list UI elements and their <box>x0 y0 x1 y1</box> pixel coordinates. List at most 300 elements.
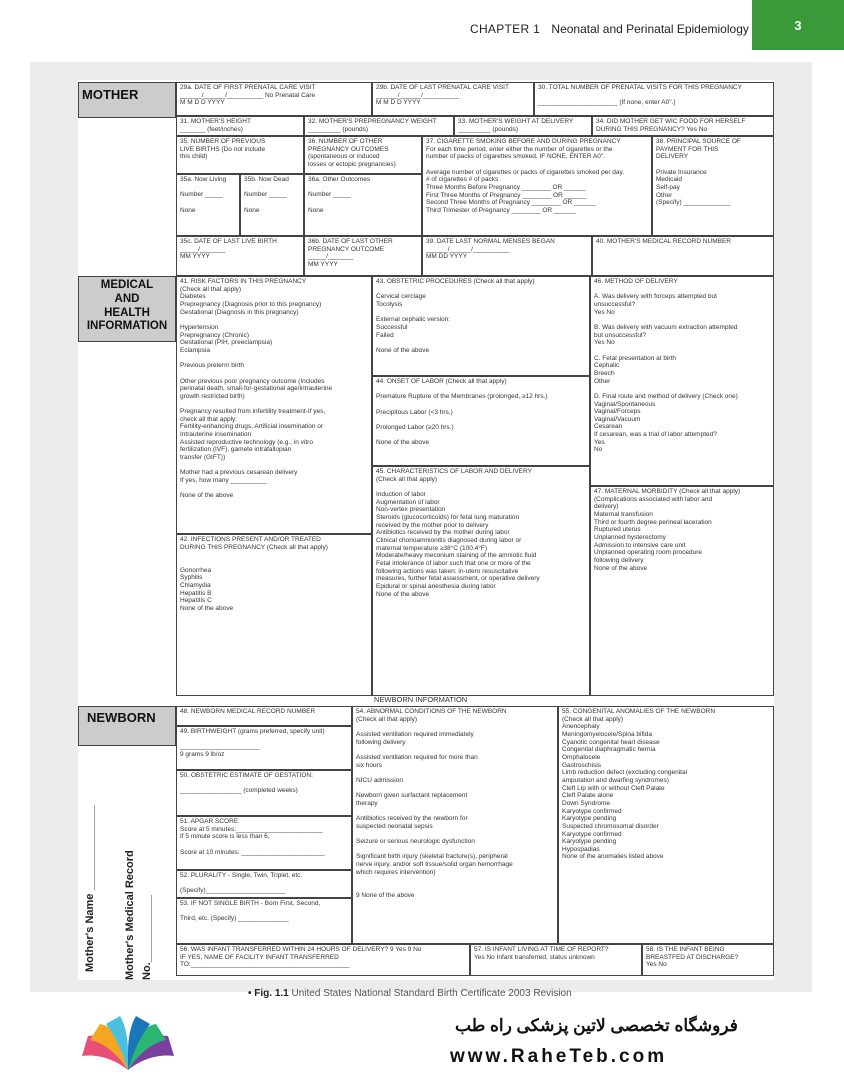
field-53-birth-order[interactable] <box>176 898 352 944</box>
cell-line: Karyotype confirmed <box>562 807 622 815</box>
cell-line <box>356 846 554 854</box>
cell-line <box>376 416 586 424</box>
cell-line: PREGNANCY OUTCOMES <box>308 145 389 153</box>
cell-line: None of the above <box>376 346 430 354</box>
cell-line: _____/_______ <box>180 245 226 253</box>
cell-line: Yes <box>594 438 605 446</box>
cell-line: ______________________ (If none, enter A0".) <box>538 99 676 107</box>
cell-line: For each time period, enter either the number of cigarettes or the <box>426 145 613 153</box>
cell-line: 52. PLURALITY - Single, Twin, Triplet, etc. <box>180 872 303 879</box>
field-29b-last-prenatal-visit[interactable] <box>372 82 534 116</box>
cell-line: Score at 5 minutes:________________________ <box>180 825 323 833</box>
field-37-cigarette-smoking[interactable] <box>422 136 652 236</box>
cell-line: Hypertension <box>180 323 219 331</box>
cell-line <box>244 184 300 192</box>
cell-line: Moderate/heavy meconium staining of the amniotic fluid <box>376 552 537 560</box>
cell-line: measures, further fetal assessment, or operative delivery <box>376 575 540 583</box>
cell-line: Other <box>656 191 673 199</box>
cell-line: unsuccessful? <box>594 300 636 308</box>
cell-line: suspected neonatal sepsis <box>356 822 433 830</box>
cell-line: delivery) <box>594 503 619 511</box>
cell-line: (Check all that apply) <box>376 475 438 483</box>
cell-line: Cervical cerclage <box>376 293 426 301</box>
cell-line <box>180 736 348 744</box>
cell-line: Third, etc. (Specify) ______________ <box>180 915 289 923</box>
field-52-plurality[interactable] <box>176 870 352 898</box>
cell-line: Number _____ <box>180 191 223 199</box>
cell-line: Other previous poor pregnancy outcome (Includes <box>180 377 325 385</box>
cell-line: ______________________ <box>180 743 260 751</box>
cell-line: Second Three Months of Pregnancy ________ OR ______ <box>426 199 596 207</box>
cell-line: Gestational (PIH, preeclampsia) <box>180 339 273 347</box>
field-31-mother-height[interactable] <box>176 116 304 136</box>
cell-line: Antibiotics received by the mother during labor <box>376 529 510 537</box>
cell-line <box>376 401 586 409</box>
cell-line <box>594 316 770 324</box>
cell-line: Self-pay <box>656 183 680 191</box>
cell-line: Cleft Palate alone <box>562 792 614 800</box>
cell-line <box>180 880 348 888</box>
cell-line: None of the above <box>180 492 234 500</box>
cell-line <box>376 339 586 347</box>
cell-line: Gonorrhea <box>180 566 212 574</box>
cell-line <box>180 908 348 916</box>
cell-line <box>538 92 770 100</box>
cell-line: Diabetes <box>180 293 206 301</box>
field-48-newborn-record-number[interactable] <box>176 706 352 726</box>
field-55-congenital-anomalies[interactable] <box>558 706 774 944</box>
cell-line: Score at 10 minutes: _______________________ <box>180 848 325 856</box>
cell-line: 56. WAS INFANT TRANSFERRED WITHIN 24 HOURS OF DELIVERY? 9 Yes 9 No <box>180 946 422 953</box>
section-medical: MEDICAL AND HEALTH INFORMATION <box>78 276 176 342</box>
cell-line: None of the anomalies listed above <box>562 853 664 861</box>
cell-line: Hepatitis B <box>180 589 212 597</box>
cell-line <box>356 831 554 839</box>
cell-line: Failed <box>376 331 394 339</box>
cell-line: Eclampsia <box>180 346 210 354</box>
cell-line: No <box>594 446 603 454</box>
cell-line: Omphalocele <box>562 753 601 761</box>
figure-caption-text: United States National Standard Birth Certificate 2003 Revision <box>288 988 572 999</box>
cell-line: Number _____ <box>308 191 351 199</box>
cell-line: DURING THIS PREGNANCY (Check all that apply) <box>180 543 328 551</box>
cell-line <box>244 199 300 207</box>
section-newborn: NEWBORN <box>78 706 176 746</box>
cell-line: Cleft Lip with or without Cleft Palate <box>562 784 665 792</box>
cell-line: following delivery <box>594 556 644 564</box>
cell-line: Medicaid <box>656 176 683 184</box>
cell-line: _______ (feet/inches) <box>180 125 243 133</box>
cell-line: Breech <box>594 369 615 377</box>
cell-line: Chlamydia <box>180 581 211 589</box>
cell-line: but unsuccessful? <box>594 331 647 339</box>
cell-line: this child) <box>180 153 208 161</box>
cell-line: Fetal intolerance of labor such that one or more of the <box>376 559 531 567</box>
cell-line: Congenital diaphragmatic hernia <box>562 746 656 754</box>
cell-line: (Check all that apply) <box>562 715 624 723</box>
cell-line: 36a. Other Outcomes <box>308 176 371 183</box>
cell-line: None of the above <box>594 564 648 572</box>
cell-line <box>180 184 236 192</box>
field-36b-last-other-outcome[interactable] <box>304 236 422 276</box>
cell-line: ______/______/__________ <box>426 245 510 253</box>
cell-line: ______/______/__________ No Prenatal Care <box>180 91 316 99</box>
birth-certificate-form <box>78 80 774 980</box>
cell-line <box>180 485 368 493</box>
cell-line: Augmentation of labor <box>376 498 440 506</box>
cell-line <box>376 386 586 394</box>
field-36a-other-outcomes[interactable] <box>304 174 422 236</box>
cell-line: 46. METHOD OF DELIVERY <box>594 278 678 285</box>
cell-line: 35c. DATE OF LAST LIVE BIRTH <box>180 238 277 245</box>
cell-line: PAYMENT FOR THIS <box>656 145 719 153</box>
cell-line: Epidural or spinal anesthesia during labor <box>376 582 496 590</box>
cell-line: PREGNANCY OUTCOME <box>308 245 385 253</box>
cell-line: 42. INFECTIONS PRESENT AND/OR TREATED <box>180 536 321 543</box>
cell-line: 36b. DATE OF LAST OTHER <box>308 238 393 245</box>
cell-line <box>180 316 368 324</box>
cell-line <box>376 309 586 317</box>
field-35-previous-live-births <box>176 136 304 174</box>
cell-line: Mother had a previous cesarean delivery <box>180 469 298 477</box>
cell-line: Meningomyelocele/Spina bifida <box>562 730 652 738</box>
cell-line: received by the mother prior to delivery <box>376 521 489 529</box>
cell-line: following actions was taken: in-utero resuscitative <box>376 567 519 575</box>
cell-line: Admission to intensive care unit <box>594 541 686 549</box>
field-56-infant-transferred[interactable] <box>176 944 470 976</box>
book-logo-icon <box>78 1012 178 1076</box>
field-50-gestation-estimate[interactable] <box>176 770 352 816</box>
field-47-maternal-morbidity[interactable] <box>590 486 774 696</box>
cell-line <box>356 723 554 731</box>
cell-line: 39. DATE LAST NORMAL MENSES BEGAN <box>426 238 555 245</box>
cell-line: 9 None of the above <box>356 891 415 899</box>
cell-line: 50. OBSTETRIC ESTIMATE OF GESTATION: <box>180 772 313 779</box>
cell-line: Clinical chorioamnionitis diagnosed during labor or <box>376 536 522 544</box>
cell-line <box>356 785 554 793</box>
cell-line: Ruptured uterus <box>594 526 641 534</box>
cell-line: 29b. DATE OF LAST PRENATAL CARE VISIT <box>376 84 509 91</box>
cell-line: M M D D YYYY <box>180 99 225 107</box>
field-46-method-of-delivery[interactable] <box>590 276 774 486</box>
cell-line: Cephalic <box>594 362 620 370</box>
cell-line: Unplanned operating room procedure <box>594 549 703 557</box>
section-newborn-info: NEWBORN INFORMATION <box>374 695 468 704</box>
cell-line: (Complications associated with labor and <box>594 495 713 503</box>
cell-line: 35b. Now Dead <box>244 176 289 183</box>
cell-line: 44. ONSET OF LABOR (Check all that apply) <box>376 378 507 385</box>
cell-line: Seizure or serious neurologic dysfunction <box>356 838 475 846</box>
cell-line: None <box>244 206 260 214</box>
mother-name-label: Mother's Name ______________ <box>84 804 96 972</box>
mother-record-label: Mother's Medical Record No.___________ <box>124 850 153 980</box>
cell-line: NICU admission <box>356 776 403 784</box>
cell-line: None <box>180 206 196 214</box>
cell-line: 29a. DATE OF FIRST PRENATAL CARE VISIT <box>180 84 316 91</box>
cell-line: Three Months Before Pregnancy ________ OR ______ <box>426 183 586 191</box>
cell-line: Premature Rupture of the Membranes (prolonged, ≥12 hrs.) <box>376 393 548 401</box>
cell-line: Vaginal/Spontaneous <box>594 400 656 408</box>
cell-line: Gestational (Diagnosis in this pregnancy) <box>180 308 299 316</box>
cell-line: 55. CONGENITAL ANOMALIES OF THE NEWBORN <box>562 708 716 715</box>
cell-line: Maternal transfusion <box>594 510 653 518</box>
cell-line: 49. BIRTHWEIGHT (grams preferred, specify unit) <box>180 728 325 735</box>
cell-line: Down Syndrome <box>562 799 611 807</box>
cell-line: 32. MOTHER'S PREPREGNANCY WEIGHT <box>308 118 437 125</box>
cell-line: IF YES, NAME OF FACILITY INFANT TRANSFERRED <box>180 953 339 961</box>
field-57-infant-living[interactable] <box>470 944 642 976</box>
cell-line: 43. OBSTETRIC PROCEDURES (Check all that apply) <box>376 278 535 285</box>
cell-line: Yes No <box>646 961 667 969</box>
chapter-title: Neonatal and Perinatal Epidemiology <box>551 22 749 36</box>
field-54-abnormal-conditions[interactable] <box>352 706 558 944</box>
cell-line: Suspected chromosomal disorder <box>562 822 659 830</box>
cell-line: 37. CIGARETTE SMOKING BEFORE AND DURING PREGNANCY <box>426 138 621 145</box>
field-34-wic-food[interactable] <box>592 116 774 136</box>
cell-line: (Check all that apply) <box>356 715 418 723</box>
cell-line: _____/_______ <box>308 253 354 261</box>
cell-line: Karyotype confirmed <box>562 830 622 838</box>
field-35b-now-dead[interactable] <box>240 174 304 236</box>
figure-label: • Fig. 1.1 <box>248 988 289 999</box>
cell-line: 9 grams 9 lb/oz <box>180 750 225 758</box>
cell-line <box>426 161 648 169</box>
cell-line: _________ (pounds) <box>308 125 368 133</box>
cell-line: Gastroschisis <box>562 761 602 769</box>
field-49-birthweight[interactable] <box>176 726 352 770</box>
cell-line <box>308 199 418 207</box>
cell-line: Third Trimester of Pregnancy ________ OR ______ <box>426 206 576 214</box>
cell-line: Pregnancy resulted from infertility treatment-If yes, <box>180 408 326 416</box>
cell-line: Hypospadias <box>562 845 600 853</box>
field-30-total-prenatal-visits[interactable] <box>534 82 774 116</box>
cell-line <box>180 551 368 559</box>
cell-line <box>356 808 554 816</box>
cell-line: B. Was delivery with vacuum extraction attempted <box>594 323 738 331</box>
cell-line: Karyotype pending <box>562 838 617 846</box>
field-39-last-menses[interactable] <box>422 236 592 276</box>
cell-line: 51. APGAR SCORE: <box>180 818 240 825</box>
cell-line: If cesarean, was a trial of labor attempted? <box>594 431 717 439</box>
cell-line: (Specify) _____________ <box>656 199 731 207</box>
cell-line <box>180 401 368 409</box>
cell-line: If 5 minute score is less than 6, <box>180 833 270 841</box>
cell-line: 33. MOTHER'S WEIGHT AT DELIVERY <box>458 118 574 125</box>
cell-line: MM YYYY <box>180 253 210 261</box>
cell-line: Unplanned hysterectomy <box>594 533 666 541</box>
store-name: فروشگاه تخصصی لاتین پزشکی راه طب <box>455 1016 738 1035</box>
cell-line: Antibiotics received by the newborn for <box>356 815 468 823</box>
cell-line: First Three Months of Pregnancy ________ OR ______ <box>426 191 587 199</box>
cell-line: 30. TOTAL NUMBER OF PRENATAL VISITS FOR THIS PREGNANCY <box>538 84 742 91</box>
cell-line: BREASTFED AT DISCHARGE? <box>646 953 739 961</box>
store-url[interactable]: www.RaheTeb.com <box>450 1046 668 1067</box>
cell-line: Prepregnancy (Chronic) <box>180 331 250 339</box>
cell-line: DELIVERY <box>656 153 689 161</box>
cell-line: Anencephaly <box>562 723 600 731</box>
cell-line: Tocolysis <box>376 300 403 308</box>
cell-line <box>180 841 348 849</box>
section-mother: MOTHER <box>78 82 176 118</box>
field-45-labor-characteristics[interactable] <box>372 466 590 696</box>
cell-line: 58. IS THE INFANT BEING <box>646 946 725 953</box>
cell-line: _________________ (completed weeks) <box>180 787 298 795</box>
cell-line: 41. RISK FACTORS IN THIS PREGNANCY <box>180 278 307 285</box>
field-33-weight-at-delivery[interactable] <box>454 116 592 136</box>
cell-line: transfer (GIFT)) <box>180 454 226 462</box>
cell-line: 47. MATERNAL MORBIDITY (Check all that apply) <box>594 488 741 495</box>
cell-line <box>356 769 554 777</box>
cell-line <box>180 355 368 363</box>
cell-line: Prolonged Labor (≥20 hrs.) <box>376 423 454 431</box>
cell-line <box>594 286 770 294</box>
cell-line: six hours <box>356 761 383 769</box>
cell-line: Third or fourth degree perineal laceration <box>594 518 712 526</box>
field-36-other-outcomes <box>304 136 422 174</box>
cell-line: fertilization (IVF), gamete intrafallopian <box>180 446 292 454</box>
cell-line <box>180 199 236 207</box>
cell-line: (spontaneous or induced <box>308 153 380 161</box>
cell-line: Yes No <box>594 308 615 316</box>
field-43-obstetric-procedures[interactable] <box>372 276 590 376</box>
cell-line <box>376 432 586 440</box>
cell-line <box>356 876 554 884</box>
page-header <box>470 22 749 36</box>
cell-line: Significant birth injury (skeletal fracture(s), peripheral <box>356 853 508 861</box>
field-51-apgar-score[interactable] <box>176 816 352 870</box>
cell-line: maternal temperature ≥38°C (100.4°F) <box>376 544 488 552</box>
cell-line: Yes No <box>594 339 615 347</box>
cell-line: 54. ABNORMAL CONDITIONS OF THE NEWBORN <box>356 708 507 715</box>
cell-line: Karyotype pending <box>562 815 617 823</box>
field-29a-first-prenatal-visit[interactable] <box>176 82 372 116</box>
cell-line <box>656 161 770 169</box>
cell-line: following delivery <box>356 738 406 746</box>
cell-line: Yes No Infant transferred, status unknown <box>474 953 595 961</box>
cell-line: Intrauterine insemination <box>180 431 252 439</box>
cell-line: Syphilis <box>180 574 203 582</box>
cell-line: 48. NEWBORN MEDICAL RECORD NUMBER <box>180 708 316 715</box>
cell-line: amputation and dwarfing syndromes) <box>562 776 669 784</box>
cell-line: Other <box>594 377 611 385</box>
cell-line: Newborn given surfactant replacement <box>356 792 468 800</box>
cell-line: nerve injury, and/or soft tissue/solid organ hemorrhage <box>356 861 513 869</box>
cell-line: number of packs of cigarettes smoked. IF NONE, ENTER A0". <box>426 153 605 161</box>
cell-line: If yes, how many __________ <box>180 477 267 485</box>
cell-line: MM DD YYYY <box>426 253 468 261</box>
cell-line: LIVE BIRTHS (Do not include <box>180 145 266 153</box>
cell-line: MM YYYY <box>308 260 338 268</box>
cell-line: Non-vertex presentation <box>376 506 446 514</box>
cell-line: _________ (pounds) <box>458 125 518 133</box>
cell-line: which requires intervention) <box>356 868 436 876</box>
cell-line: 53. IF NOT SINGLE BIRTH - Born First, Second, <box>180 900 321 907</box>
cell-line: Previous preterm birth <box>180 362 244 370</box>
cell-line: Successful <box>376 323 408 331</box>
cell-line: Vaginal/Forceps <box>594 408 641 416</box>
cell-line: Prepregnancy (Diagnosis prior to this pregnancy) <box>180 300 322 308</box>
field-32-prepregnancy-weight[interactable] <box>304 116 454 136</box>
cell-line: Precipitous Labor (<3 hrs.) <box>376 408 453 416</box>
cell-line: Limb reduction defect (excluding congenital <box>562 769 688 777</box>
cell-line: D. Final route and method of delivery (Check one) <box>594 392 738 400</box>
cell-line: None of the above <box>180 604 234 612</box>
cell-line <box>594 347 770 355</box>
cell-line: None of the above <box>376 439 430 447</box>
cell-line: Cyanotic congenital heart disease <box>562 738 660 746</box>
figure-caption <box>248 988 572 999</box>
cell-line: therapy <box>356 799 378 807</box>
cell-line: Average number of cigarettes or packs of cigarettes smoked per day. <box>426 168 625 176</box>
cell-line: Cesarean <box>594 423 623 431</box>
field-44-onset-of-labor[interactable] <box>372 376 590 466</box>
cell-line <box>180 370 368 378</box>
cell-line <box>356 884 554 892</box>
cell-line: Number _____ <box>244 191 287 199</box>
cell-line: ______/______/__________ <box>376 91 460 99</box>
cell-line: # of cigarettes # of packs <box>426 176 499 184</box>
field-35c-last-live-birth[interactable] <box>176 236 304 276</box>
cell-line: TO:____________________________________________ <box>180 961 350 969</box>
cell-line: Steroids (glucocorticoids) for fetal lung maturation <box>376 513 520 521</box>
cell-line: External cephalic version: <box>376 316 451 324</box>
cell-line: 34. DID MOTHER GET WIC FOOD FOR HERSELF <box>596 118 746 125</box>
cell-line: 31. MOTHER'S HEIGHT <box>180 118 251 125</box>
cell-line: None of the above <box>376 590 430 598</box>
cell-line: 35. NUMBER OF PREVIOUS <box>180 138 266 145</box>
cell-line: Private Insurance <box>656 168 707 176</box>
field-58-breastfed[interactable] <box>642 944 774 976</box>
page-number: 3 <box>752 0 844 50</box>
cell-line: 35a. Now Living <box>180 176 227 183</box>
field-42-infections[interactable] <box>176 534 372 696</box>
cell-line: growth restricted birth) <box>180 392 245 400</box>
cell-line <box>376 286 586 294</box>
field-38-payment-source[interactable] <box>652 136 774 236</box>
cell-line: 57. IS INFANT LIVING AT TIME OF REPORT? <box>474 946 609 953</box>
cell-line: (Specify)______________________ <box>180 887 286 895</box>
cell-line: 36. NUMBER OF OTHER <box>308 138 383 145</box>
cell-line: Fertility-enhancing drugs, Artificial insemination or <box>180 423 324 431</box>
cell-line <box>594 385 770 393</box>
chapter-label: CHAPTER 1 <box>470 22 541 36</box>
cell-line: Assisted ventilation required for more than <box>356 753 478 761</box>
cell-line <box>356 746 554 754</box>
cell-line <box>180 462 368 470</box>
cell-line: 40. MOTHER'S MEDICAL RECORD NUMBER <box>596 238 731 245</box>
cell-line <box>376 483 586 491</box>
cell-line: perinatal death, small-for-gestational age/intrauterine <box>180 385 333 393</box>
cell-line: check all that apply: <box>180 415 238 423</box>
cell-line: (Check all that apply) <box>180 285 242 293</box>
cell-line: A. Was delivery with forceps attempted but <box>594 293 717 301</box>
cell-line: DURING THIS PREGNANCY? Yes No <box>596 125 708 133</box>
cell-line: None <box>308 206 324 214</box>
field-40-mother-record-number[interactable] <box>592 236 774 276</box>
field-35a-now-living[interactable] <box>176 174 240 236</box>
cell-line: Induction of labor <box>376 490 426 498</box>
field-41-risk-factors[interactable] <box>176 276 372 534</box>
cell-line: 45. CHARACTERISTICS OF LABOR AND DELIVERY <box>376 468 532 475</box>
cell-line: Assisted reproductive technology (e.g., in vitro <box>180 438 313 446</box>
cell-line: Hepatitis C <box>180 597 212 605</box>
cell-line: losses or ectopic pregnancies) <box>308 160 396 168</box>
cell-line: Vaginal/Vacuum <box>594 415 641 423</box>
cell-line: M M D D YYYY <box>376 99 421 107</box>
cell-line <box>180 780 348 788</box>
cell-line <box>308 184 418 192</box>
cell-line: C. Fetal presentation at birth <box>594 354 677 362</box>
